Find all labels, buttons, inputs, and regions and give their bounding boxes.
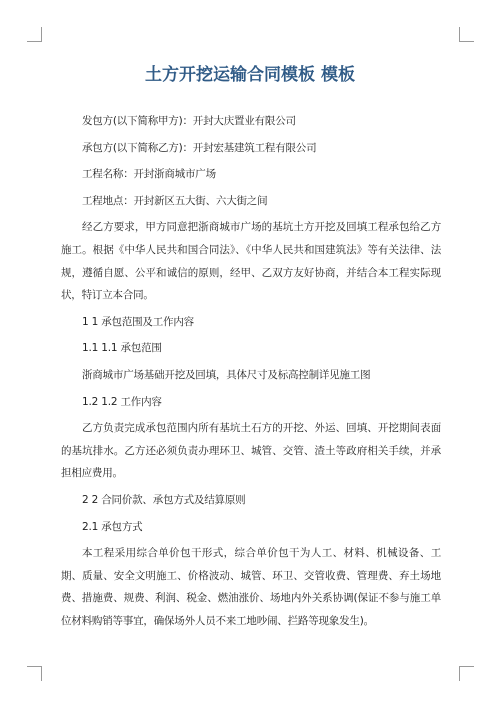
section-heading-1: 1 1 承包范围及工作内容	[82, 315, 194, 328]
crop-mark-bottom-left	[27, 666, 42, 681]
section-heading-1-2: 1.2 1.2 工作内容	[82, 395, 162, 408]
section-heading-2: 2 2 合同价款、承包方式及结算原则	[82, 493, 246, 506]
crop-mark-bottom-right	[459, 666, 474, 681]
party-b: 承包方(以下简称乙方)：开封宏基建筑工程有限公司	[82, 141, 317, 154]
project-name: 工程名称：开封浙商城市广场	[82, 168, 216, 181]
document-body	[61, 110, 441, 636]
section-heading-2-1: 2.1 承包方式	[82, 520, 143, 533]
crop-mark-top-left	[27, 27, 42, 42]
section-1-2-text: 乙方负责完成承包范围内所有基坑土石方的开挖、外运、回填、开挖期间表面的基坑排水。乙方还必须负责办理环卫、城管、交管、渣土等政府相关手续，并承担相应费用。	[61, 422, 441, 480]
section-heading-1-1: 1.1 1.1 承包范围	[82, 342, 162, 355]
project-location: 工程地点：开封新区五大街、六大街之间	[82, 194, 268, 207]
intro-paragraph: 经乙方要求，甲方同意把浙商城市广场的基坑土方开挖及回填工程承包给乙方施工。根据《中华人民共和国合同法》、《中华人民共和国建筑法》等有关法律、法规，遵循自愿、公平和诚信的原则，经甲、乙双方友好协商，并结合本工程实际现状，特订立本合同。	[61, 221, 441, 302]
document-title: 土方开挖运输合同模板 模板	[145, 65, 355, 85]
section-2-1-text: 本工程采用综合单价包干形式，综合单价包干为人工、材料、机械设备、工期、质量、安全文明施工、价格波动、城管、环卫、交管收费、管理费、弃土场地费、措施费、规费、利润、税金、燃油涨价、场地内外关系协调(保证不参与施工单位材料购销等事宜，确保场外人员不来工地吵闹、拦路等现象发生)。	[61, 547, 441, 627]
crop-mark-top-right	[459, 27, 474, 42]
party-a: 发包方(以下简称甲方)：开封大庆置业有限公司	[82, 115, 296, 127]
section-1-1-text: 浙商城市广场基础开挖及回填，具体尺寸及标高控制详见施工图	[82, 368, 371, 381]
